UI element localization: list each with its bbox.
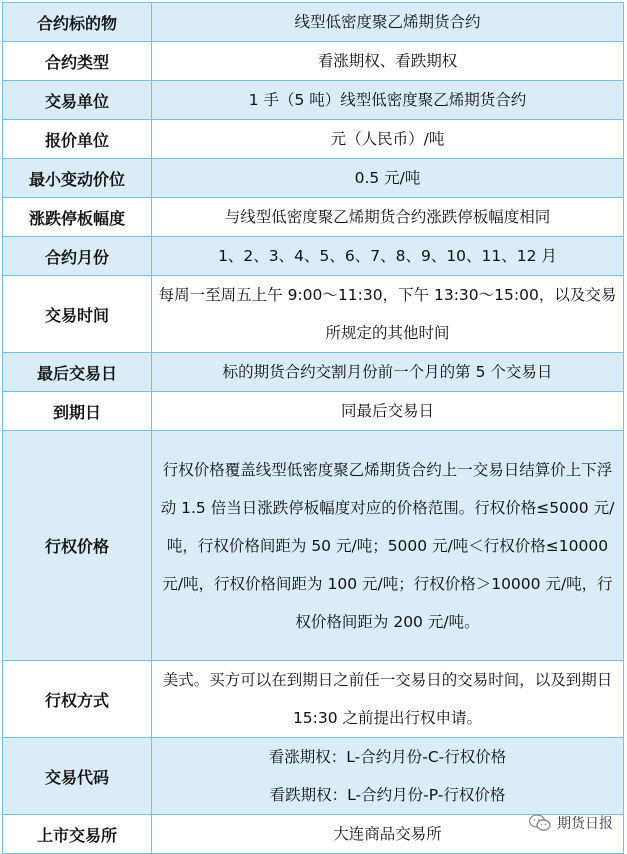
table-row — [3, 120, 624, 159]
row-value-trading-code-put: 看跌期权：L-合约月份-P-行权价格 — [269, 786, 506, 804]
row-value-contract-type: 看涨期权、看跌期权 — [317, 52, 458, 70]
table-row — [3, 353, 624, 392]
row-value-last-trading-day: 标的期货合约交割月份前一个月的第 5 个交易日 — [222, 363, 553, 381]
row-label-trading-unit: 交易单位 — [3, 81, 152, 120]
table-row — [3, 42, 624, 81]
row-value-expiration: 同最后交易日 — [340, 402, 434, 420]
table-row — [3, 237, 624, 276]
row-label-expiration: 到期日 — [3, 392, 152, 431]
row-value-exchange: 大连商品交易所 — [333, 825, 442, 843]
watermark — [529, 813, 613, 833]
row-value-price-limit: 与线型低密度聚乙烯期货合约涨跌停板幅度相同 — [224, 208, 551, 226]
row-label-quote-unit: 报价单位 — [3, 120, 152, 159]
row-label-contract-months: 合约月份 — [3, 237, 152, 276]
row-label-underlying: 合约标的物 — [3, 3, 152, 42]
contract-spec-table — [2, 2, 624, 854]
row-value-contract-months: 1、2、3、4、5、6、7、8、9、10、11、12 月 — [218, 247, 557, 265]
row-label-min-tick: 最小变动价位 — [3, 159, 152, 198]
row-label-strike-price: 行权价格 — [3, 431, 152, 661]
row-value-underlying: 线型低密度聚乙烯期货合约 — [294, 13, 481, 31]
table-row — [3, 81, 624, 120]
table-row — [3, 3, 624, 42]
row-label-price-limit: 涨跌停板幅度 — [3, 198, 152, 237]
row-value-trading-unit: 1 手（5 吨）线型低密度聚乙烯期货合约 — [248, 91, 527, 109]
row-value-min-tick: 0.5 元/吨 — [354, 169, 421, 187]
row-label-contract-type: 合约类型 — [3, 42, 152, 81]
row-value-exercise-style: 美式。买方可以在到期日之前任一交易日的交易时间，以及到期日 15:30 之前提出行权申请。 — [162, 671, 613, 727]
row-label-last-trading-day: 最后交易日 — [3, 353, 152, 392]
table-row — [3, 392, 624, 431]
table-row — [3, 661, 624, 738]
row-value-trading-code-call: 看涨期权：L-合约月份-C-行权价格 — [268, 748, 507, 766]
row-label-exchange: 上市交易所 — [3, 815, 152, 854]
row-label-trading-hours: 交易时间 — [3, 276, 152, 353]
row-value-strike-price: 行权价格覆盖线型低密度聚乙烯期货合约上一交易日结算价上下浮动 1.5 倍当日涨跌停板幅度对应的价格范围。行权价格≤5000 元/吨，行权价格间距为 50 元/吨；5000 元/吨＜行权价格≤10000 元/吨，行权价格间距为 100 元/吨；行权价格＞10000 元/吨，行权价格间距为 200 元/吨。 — [160, 460, 615, 631]
row-label-exercise-style: 行权方式 — [3, 661, 152, 738]
table-row — [3, 198, 624, 237]
table-row — [3, 159, 624, 198]
table-row — [3, 431, 624, 661]
row-label-trading-code: 交易代码 — [3, 738, 152, 815]
wechat-icon — [529, 814, 551, 832]
table-row — [3, 276, 624, 353]
row-value-trading-hours: 每周一至周五上午 9:00～11:30，下午 13:30～15:00，以及交易所规定的其他时间 — [158, 286, 617, 342]
watermark-text: 期货日报 — [557, 816, 613, 832]
row-value-quote-unit: 元（人民币）/吨 — [330, 130, 445, 148]
table-row — [3, 738, 624, 815]
